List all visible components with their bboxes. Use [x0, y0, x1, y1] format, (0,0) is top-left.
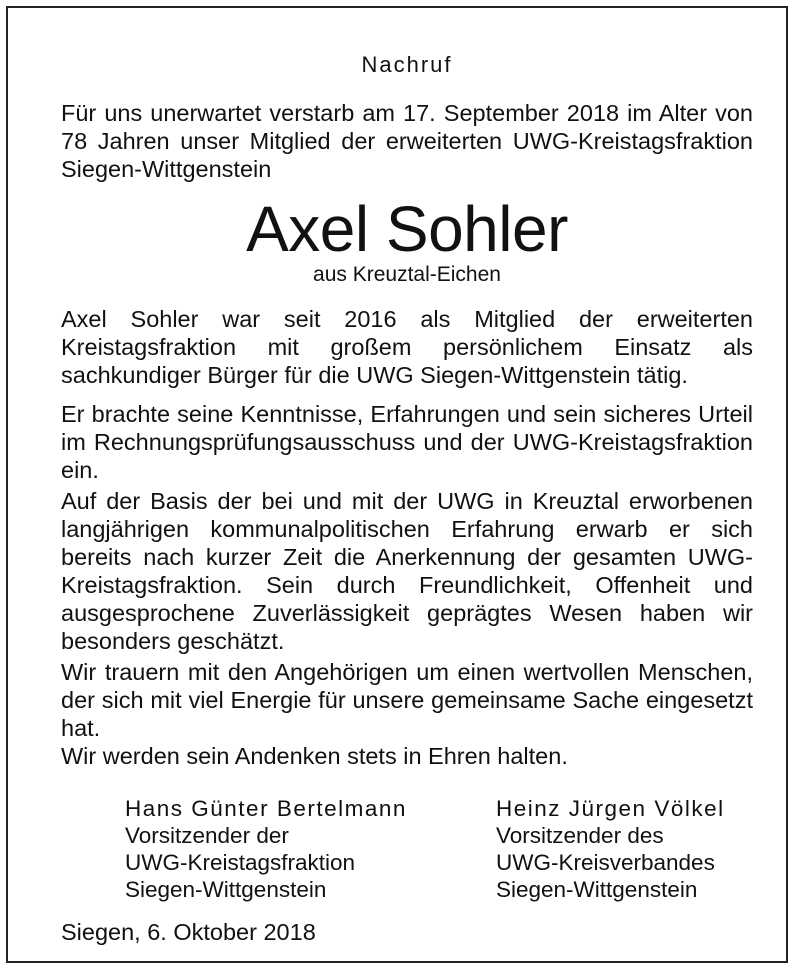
signatory-role: Vorsitzender des — [496, 823, 664, 848]
intro-paragraph: Für uns unerwartet verstarb am 17. September 2018 im Alter von 78 Jahren unser Mitglied der erweiterten UWG-Kreistagsfraktion Siegen-Wittgenstein — [61, 100, 753, 182]
signatory-right — [496, 795, 725, 903]
signatory-name: Hans Günter Bertelmann — [125, 796, 407, 821]
body-paragraph-2: Er brachte seine Kenntnisse, Erfahrungen und sein sicheres Urteil im Rechnungsprüfungsausschuss und der UWG-Kreistagsfraktion ein. — [61, 401, 753, 483]
signatory-role: UWG-Kreistagsfraktion — [125, 850, 356, 875]
signatory-role: Vorsitzender der — [125, 823, 289, 848]
signatory-role: Siegen-Wittgenstein — [496, 877, 698, 902]
place-date: Siegen, 6. Oktober 2018 — [61, 919, 316, 945]
signatory-name: Heinz Jürgen Völkel — [496, 796, 725, 821]
signatory-role: UWG-Kreisverbandes — [496, 850, 715, 875]
notice-frame — [6, 6, 788, 963]
signatory-role: Siegen-Wittgenstein — [125, 877, 327, 902]
body-paragraph-3: Auf der Basis der bei und mit der UWG in Kreuztal erworbenen langjährigen kommunalpolitischen Erfahrung erwarb er sich bereits nach kurzer Zeit die Anerkennung der gesamten UWG-Kreistagsfraktion. Sein durch Freundlichkeit, Offenheit und ausgesprochene Zuverlässigkeit geprägtes Wesen haben wir besonders geschätzt. — [61, 488, 753, 654]
body-paragraph-1: Axel Sohler war seit 2016 als Mitglied der erweiterten Kreistagsfraktion mit großem persönlichem Einsatz als sachkundiger Bürger für die UWG Siegen-Wittgenstein tätig. — [61, 306, 753, 388]
deceased-name: Axel Sohler — [246, 193, 568, 265]
body-paragraph-4: Wir trauern mit den Angehörigen um einen wertvollen Menschen, der sich mit viel Energie für unsere gemeinsame Sache eingesetzt hat. — [61, 659, 753, 741]
deceased-origin: aus Kreuztal-Eichen — [313, 263, 501, 286]
signatory-left — [125, 795, 407, 903]
closing-line: Wir werden sein Andenken stets in Ehren halten. — [61, 743, 568, 769]
notice-heading: Nachruf — [361, 52, 453, 77]
